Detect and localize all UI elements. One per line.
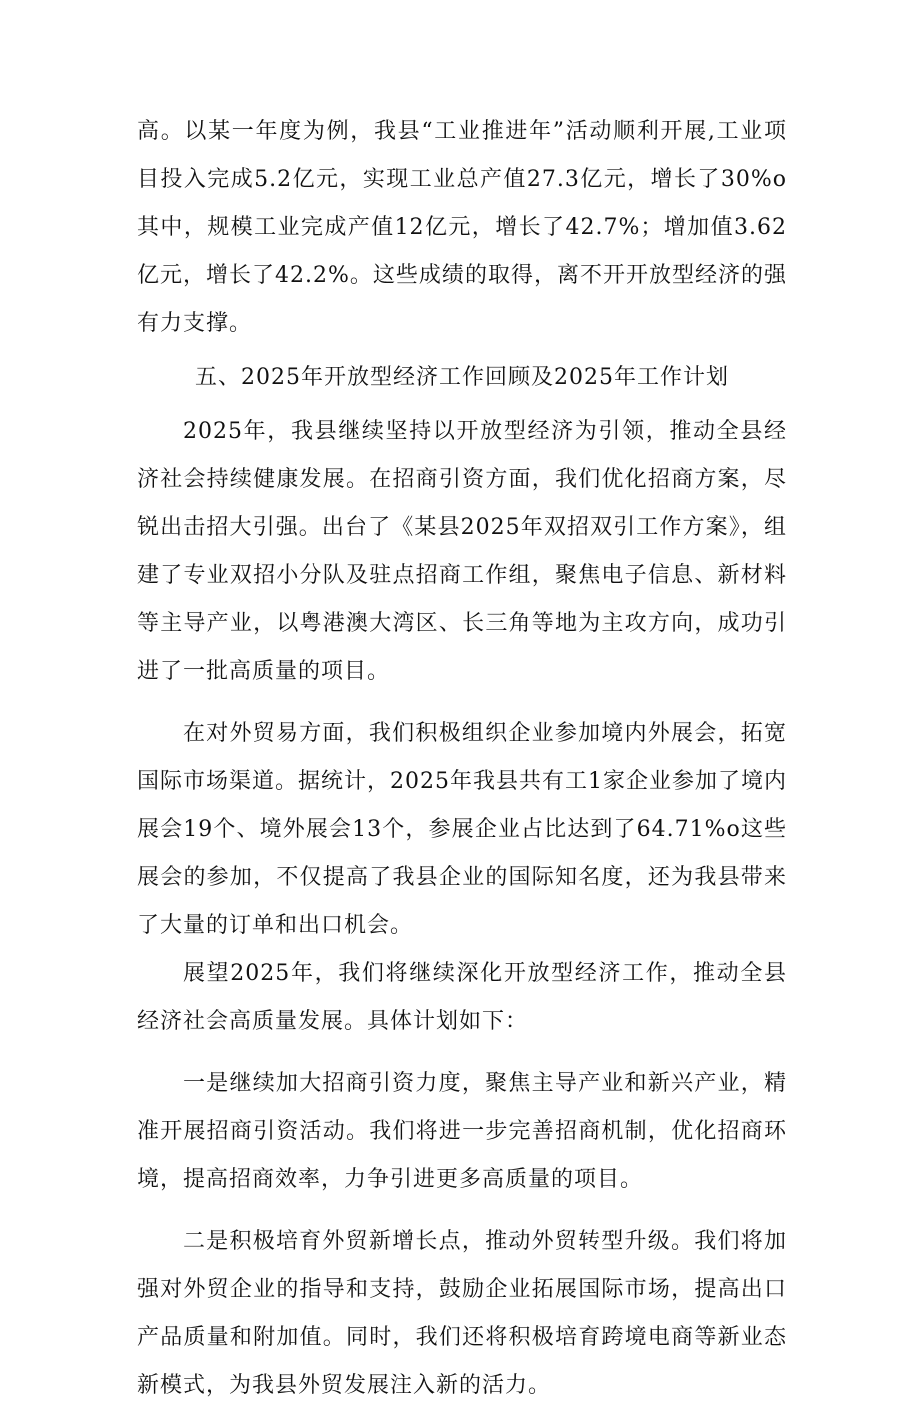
- section-heading: 五、2025年开放型经济工作回顾及2025年工作计划: [195, 365, 729, 390]
- paragraph-outlook: 展望2025年，我们将继续深化开放型经济工作，推动全县经济社会高质量发展。具体计划如下：: [137, 961, 787, 1034]
- paragraph-plan-one: 一是继续加大招商引资力度，聚焦主导产业和新兴产业，精准开展招商引资活动。我们将进一步完善招商机制，优化招商环境，提高招商效率，力争引进更多高质量的项目。: [137, 1071, 787, 1192]
- paragraph-plan-two: 二是积极培育外贸新增长点，推动外贸转型升级。我们将加强对外贸企业的指导和支持，鼓励企业拓展国际市场，提高出口产品质量和附加值。同时，我们还将积极培育跨境电商等新业态新模式，为我县外贸发展注入新的活力。: [137, 1229, 787, 1398]
- paragraph-continuation: 高。以某一年度为例，我县“工业推进年”活动顺利开展,工业项目投入完成5.2亿元，实现工业总产值27.3亿元，增长了30%o其中，规模工业完成产值12亿元，增长了42.7%；增加值3.62亿元，增长了42.2%。这些成绩的取得，离不开开放型经济的强有力支撑。: [137, 119, 787, 336]
- document-body: [137, 108, 787, 1410]
- paragraph-review: 2025年，我县继续坚持以开放型经济为引领，推动全县经济社会持续健康发展。在招商引资方面，我们优化招商方案，尽锐出击招大引强。出台了《某县2025年双招双引工作方案》，组建了专业双招小分队及驻点招商工作组，聚焦电子信息、新材料等主导产业，以粤港澳大湾区、长三角等地为主攻方向，成功引进了一批高质量的项目。: [137, 419, 787, 684]
- paragraph-foreign-trade: 在对外贸易方面，我们积极组织企业参加境内外展会，拓宽国际市场渠道。据统计，2025年我县共有工1家企业参加了境内展会19个、境外展会13个，参展企业占比达到了64.71%o这些展会的参加，不仅提高了我县企业的国际知名度，还为我县带来了大量的订单和出口机会。: [137, 721, 787, 938]
